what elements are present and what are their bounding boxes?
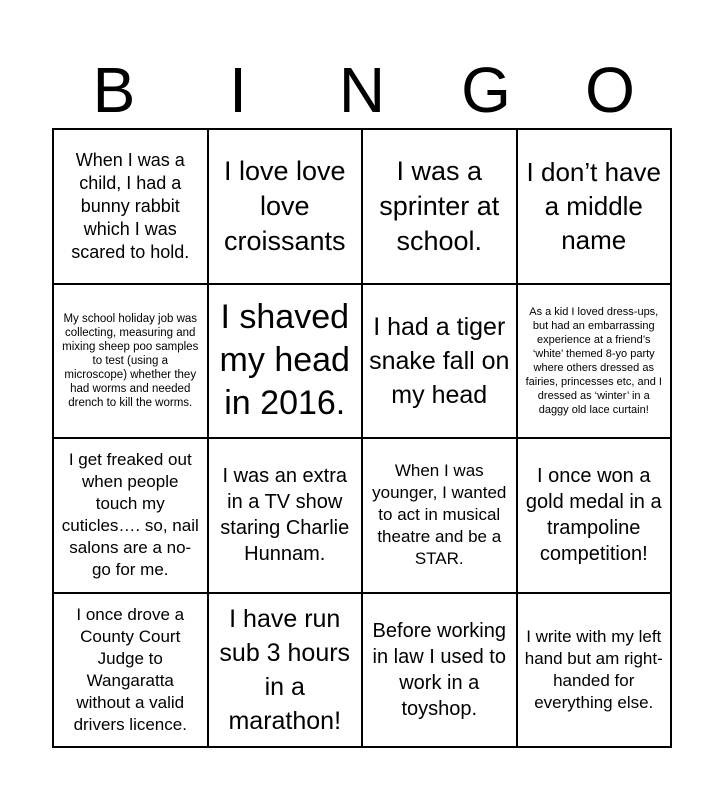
cell-text: I was an extra in a TV show staring Charlie Hunnam. xyxy=(220,465,350,566)
bingo-cell[interactable] xyxy=(362,284,517,439)
bingo-cell[interactable] xyxy=(208,438,363,593)
bingo-cell[interactable] xyxy=(517,284,672,439)
cell-text: When I was a child, I had a bunny rabbit which I was scared to hold. xyxy=(71,149,190,262)
cell-text: I don’t have a middle name xyxy=(526,157,661,256)
header-letter-g: G xyxy=(461,54,511,126)
cell-text: Before working in law I used to work in a toyshop. xyxy=(372,619,506,720)
bingo-header xyxy=(52,52,672,128)
bingo-cell[interactable] xyxy=(208,284,363,439)
cell-text: I write with my left hand but am right-handed for everything else. xyxy=(524,626,663,712)
cell-text: When I was younger, I wanted to act in musical theatre and be a STAR. xyxy=(372,461,507,569)
header-letter-b: B xyxy=(92,54,136,126)
bingo-board xyxy=(52,128,672,748)
cell-text: I once won a gold medal in a trampoline competition! xyxy=(525,465,662,566)
bingo-cell[interactable] xyxy=(362,438,517,593)
bingo-cell[interactable] xyxy=(53,129,208,284)
bingo-cell[interactable] xyxy=(362,129,517,284)
cell-text: I shaved my head in 2016. xyxy=(219,298,350,423)
bingo-cell[interactable] xyxy=(517,129,672,284)
bingo-cell[interactable] xyxy=(53,438,208,593)
cell-text: I once drove a County Court Judge to Wangaratta without a valid drivers licence. xyxy=(73,604,187,734)
header-letter-n: N xyxy=(338,54,386,126)
bingo-cell[interactable] xyxy=(517,438,672,593)
cell-text: As a kid I loved dress-ups, but had an embarrassing experience at a friend’s ‘white’ themed 8-yo party where others dressed as fairies, princesses etc, and I dressed as ‘winter’ in a daggy old lace curtain! xyxy=(525,305,662,416)
cell-text: I had a tiger snake fall on my head xyxy=(369,312,510,409)
header-letter-o: O xyxy=(585,54,635,126)
bingo-cell[interactable] xyxy=(208,129,363,284)
bingo-cell[interactable] xyxy=(208,593,363,748)
bingo-cell[interactable] xyxy=(53,593,208,748)
bingo-cell[interactable] xyxy=(53,284,208,439)
cell-text: I get freaked out when people touch my cuticles…. so, nail salons are a no-go for me. xyxy=(61,450,199,580)
cell-text: I have run sub 3 hours in a marathon! xyxy=(219,604,351,735)
cell-text: I love love love croissants xyxy=(223,155,346,256)
header-letter-i: I xyxy=(229,54,247,126)
bingo-cell[interactable] xyxy=(362,593,517,748)
bingo-cell[interactable] xyxy=(517,593,672,748)
cell-text: I was a sprinter at school. xyxy=(379,155,500,256)
cell-text: My school holiday job was collecting, measuring and mixing sheep poo samples to test (using a microscope) whether they had worms and needed drench to kill the worms. xyxy=(62,312,199,409)
